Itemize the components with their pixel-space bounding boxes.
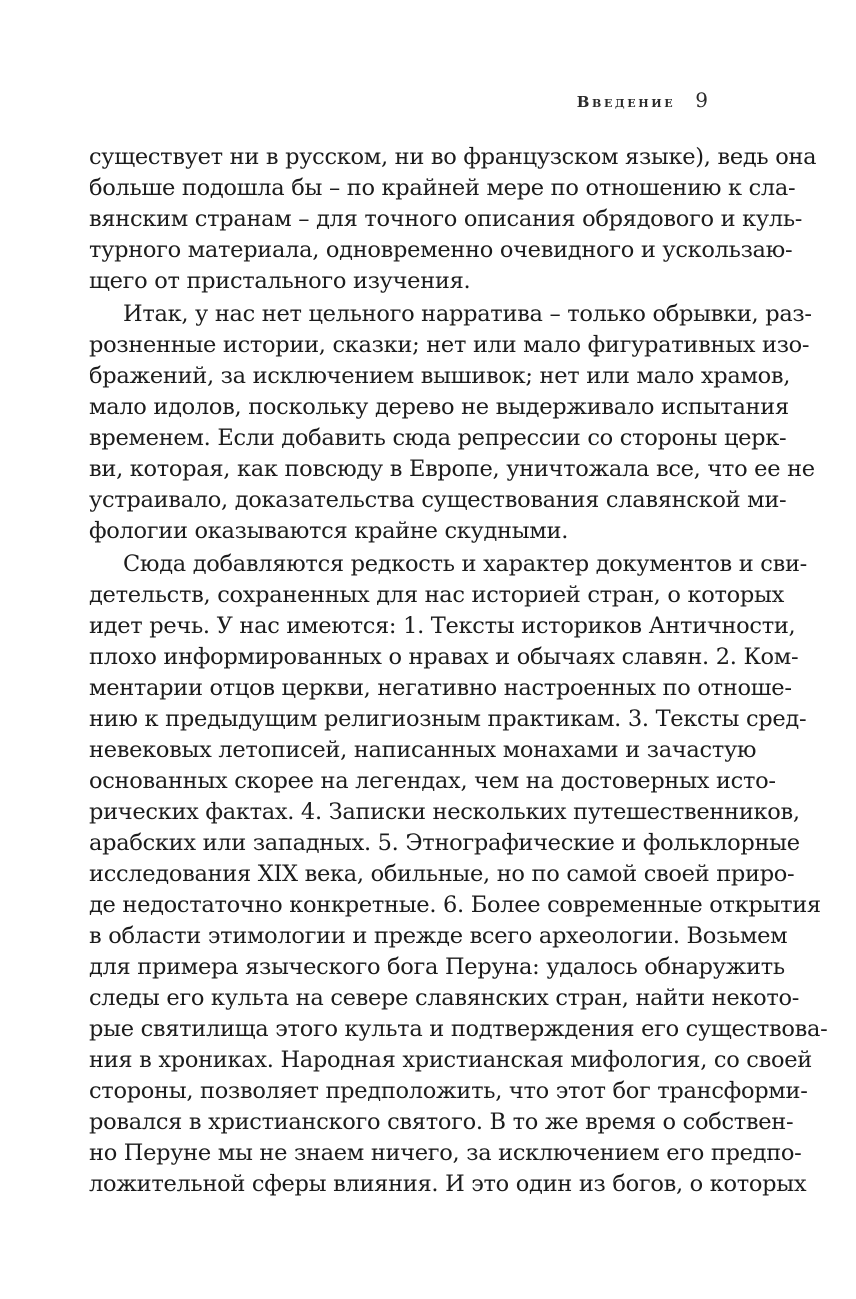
text-line: идет речь. У нас имеются: 1. Тексты историков Античности, — [89, 613, 796, 639]
text-line: ния в хрониках. Народная христианская мифология, со своей — [89, 1047, 812, 1073]
text-line: для примера языческого бога Перуна: удалось обнаружить — [89, 954, 785, 980]
text-line: но Перуне мы не знаем ничего, за исключением его предпо- — [89, 1140, 802, 1166]
text-line: ложительной сферы влияния. И это один из богов, о которых — [89, 1171, 807, 1197]
text-line: больше подошла бы – по крайней мере по отношению к сла- — [89, 175, 796, 201]
text-line: арабских или западных. 5. Этнографические и фольклорные — [89, 830, 800, 856]
body-text — [89, 142, 828, 1202]
text-line: рических фактах. 4. Записки нескольких путешественников, — [89, 799, 800, 825]
text-line: де недостаточно конкретные. 6. Более современные открытия — [89, 892, 821, 918]
text-line: исследования XIX века, обильные, но по самой своей приро- — [89, 861, 795, 887]
text-line: Итак, у нас нет цельного нарратива – только обрывки, раз- — [123, 301, 812, 327]
running-head — [577, 88, 708, 116]
text-line: следы его культа на севере славянских стран, найти некото- — [89, 985, 800, 1011]
text-line: временем. Если добавить сюда репрессии со стороны церк- — [89, 425, 787, 451]
text-line: стороны, позволяет предположить, что этот бог трансформи- — [89, 1078, 808, 1104]
text-line: фологии оказываются крайне скудными. — [89, 518, 569, 544]
section-title: Введение — [576, 93, 676, 111]
text-line: существует ни в русском, ни во французском языке), ведь она — [89, 144, 817, 170]
text-line: ровался в христианского святого. В то же время о собствен- — [89, 1109, 794, 1135]
page-number: 9 — [695, 88, 708, 112]
text-line: ви, которая, как повсюду в Европе, уничтожала все, что ее не — [89, 456, 815, 482]
text-line: щего от пристального изучения. — [89, 268, 471, 294]
text-line: бражений, за исключением вышивок; нет или мало храмов, — [89, 363, 791, 389]
text-line: устраивало, доказательства существования славянской ми- — [89, 487, 787, 513]
text-line: мало идолов, поскольку дерево не выдерживало испытания — [89, 394, 789, 420]
text-line: в области этимологии и прежде всего археологии. Возьмем — [89, 923, 788, 949]
text-line: ментарии отцов церкви, негативно настроенных по отноше- — [89, 675, 792, 701]
text-line: вянским странам – для точного описания обрядового и куль- — [89, 206, 803, 232]
paragraph-2 — [89, 299, 815, 547]
paragraph-3 — [89, 549, 828, 1200]
text-line: детельств, сохраненных для нас историей стран, о которых — [89, 582, 784, 608]
text-line: рые святилища этого культа и подтверждения его существова- — [89, 1016, 828, 1042]
text-line: невековых летописей, написанных монахами и зачастую — [89, 737, 757, 763]
text-line: розненные истории, сказки; нет или мало фигуративных изо- — [89, 332, 810, 358]
text-line: плохо информированных о нравах и обычаях славян. 2. Ком- — [89, 644, 799, 670]
text-line: нию к предыдущим религиозным практикам. 3. Тексты сред- — [89, 706, 807, 732]
text-line: Сюда добавляются редкость и характер документов и сви- — [123, 551, 807, 577]
paragraph-1 — [89, 142, 817, 297]
text-line: турного материала, одновременно очевидного и ускользаю- — [89, 237, 793, 263]
text-line: основанных скорее на легендах, чем на достоверных исто- — [89, 768, 776, 794]
